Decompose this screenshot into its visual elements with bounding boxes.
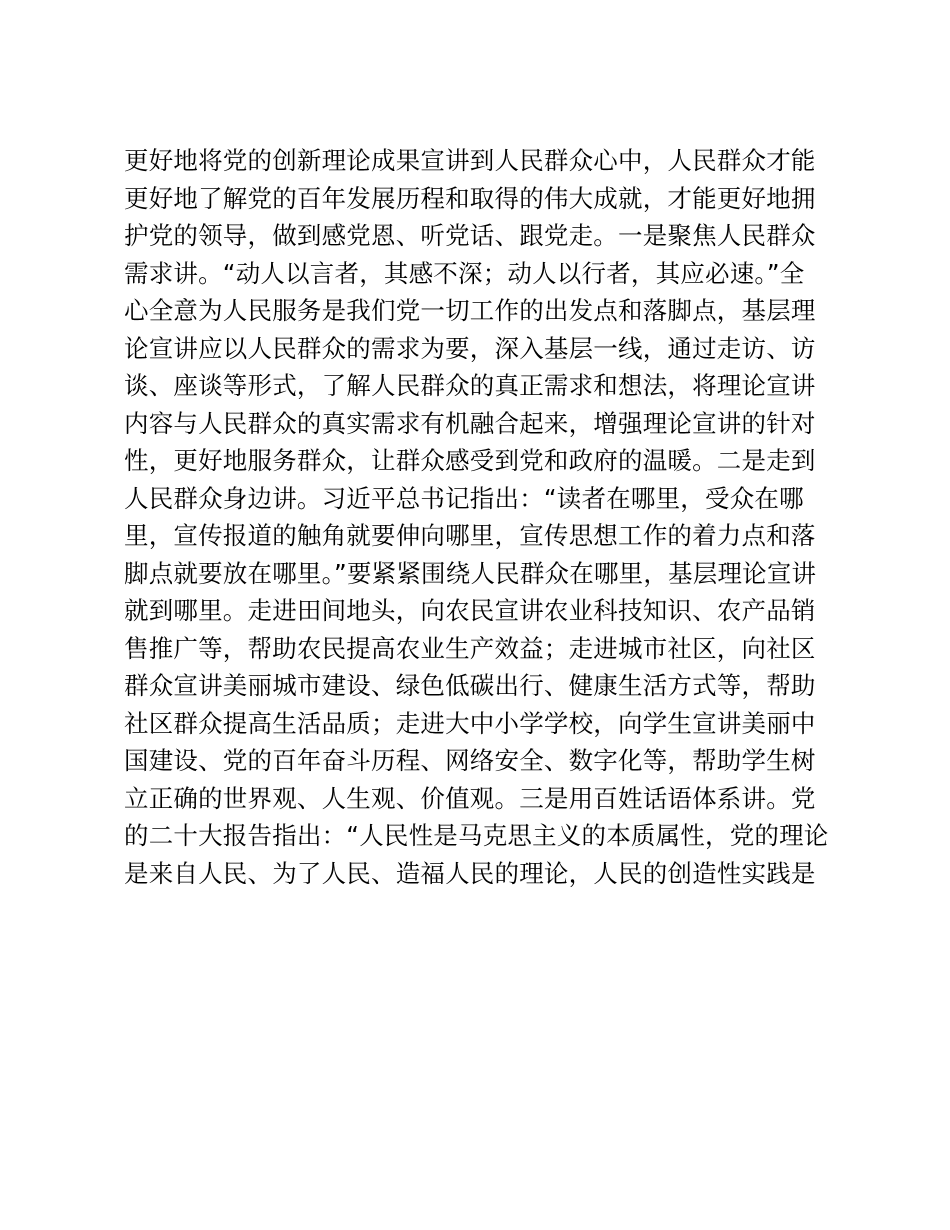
text-line-9: 性，更好地服务群众，让群众感受到党和政府的温暖。二是走到 xyxy=(124,446,816,475)
text-line-16: 社区群众提高生活品质；走进大中小学学校，向学生宣讲美丽中 xyxy=(124,708,816,738)
text-line-1: 更好地将党的创新理论成果宣讲到人民群众心中，人民群众才能 xyxy=(124,146,816,175)
text-line-10: 人民群众身边讲。习近平总书记指出：“读者在哪里，受众在哪 xyxy=(124,483,804,513)
text-line-6: 论宣讲应以人民群众的需求为要，深入基层一线，通过走访、访 xyxy=(124,333,816,363)
text-line-15: 群众宣讲美丽城市建设、绿色低碳出行、健康生活方式等，帮助 xyxy=(124,671,816,700)
text-line-20: 是来自人民、为了人民、造福人民的理论，人民的创造性实践是 xyxy=(124,858,816,888)
text-line-19: 的二十大报告指出：“人民性是马克思主义的本质属性，党的理论 xyxy=(124,821,829,850)
text-line-8: 内容与人民群众的真实需求有机融合起来，增强理论宣讲的针对 xyxy=(124,408,816,438)
text-line-17: 国建设、党的百年奋斗历程、网络安全、数字化等，帮助学生树 xyxy=(124,746,816,775)
text-line-18: 立正确的世界观、人生观、价值观。三是用百姓话语体系讲。党 xyxy=(124,783,816,813)
text-line-4: 需求讲。“动人以言者，其感不深；动人以行者，其应必速。”全 xyxy=(124,258,805,288)
text-line-5: 心全意为人民服务是我们党一切工作的出发点和落脚点，基层理 xyxy=(124,296,816,325)
body-paragraph xyxy=(124,142,844,892)
text-line-2: 更好地了解党的百年发展历程和取得的伟大成就，才能更好地拥 xyxy=(124,183,816,213)
text-line-11: 里，宣传报道的触角就要伸向哪里，宣传思想工作的着力点和落 xyxy=(124,521,816,550)
text-line-7: 谈、座谈等形式，了解人民群众的真正需求和想法，将理论宣讲 xyxy=(124,371,816,400)
text-line-13: 就到哪里。走进田间地头，向农民宣讲农业科技知识、农产品销 xyxy=(124,596,816,625)
text-line-14: 售推广等，帮助农民提高农业生产效益；走进城市社区，向社区 xyxy=(124,633,816,663)
text-line-12: 脚点就要放在哪里。”要紧紧围绕人民群众在哪里，基层理论宣讲 xyxy=(124,558,817,588)
text-line-3: 护党的领导，做到感党恩、听党话、跟党走。一是聚焦人民群众 xyxy=(124,221,816,250)
